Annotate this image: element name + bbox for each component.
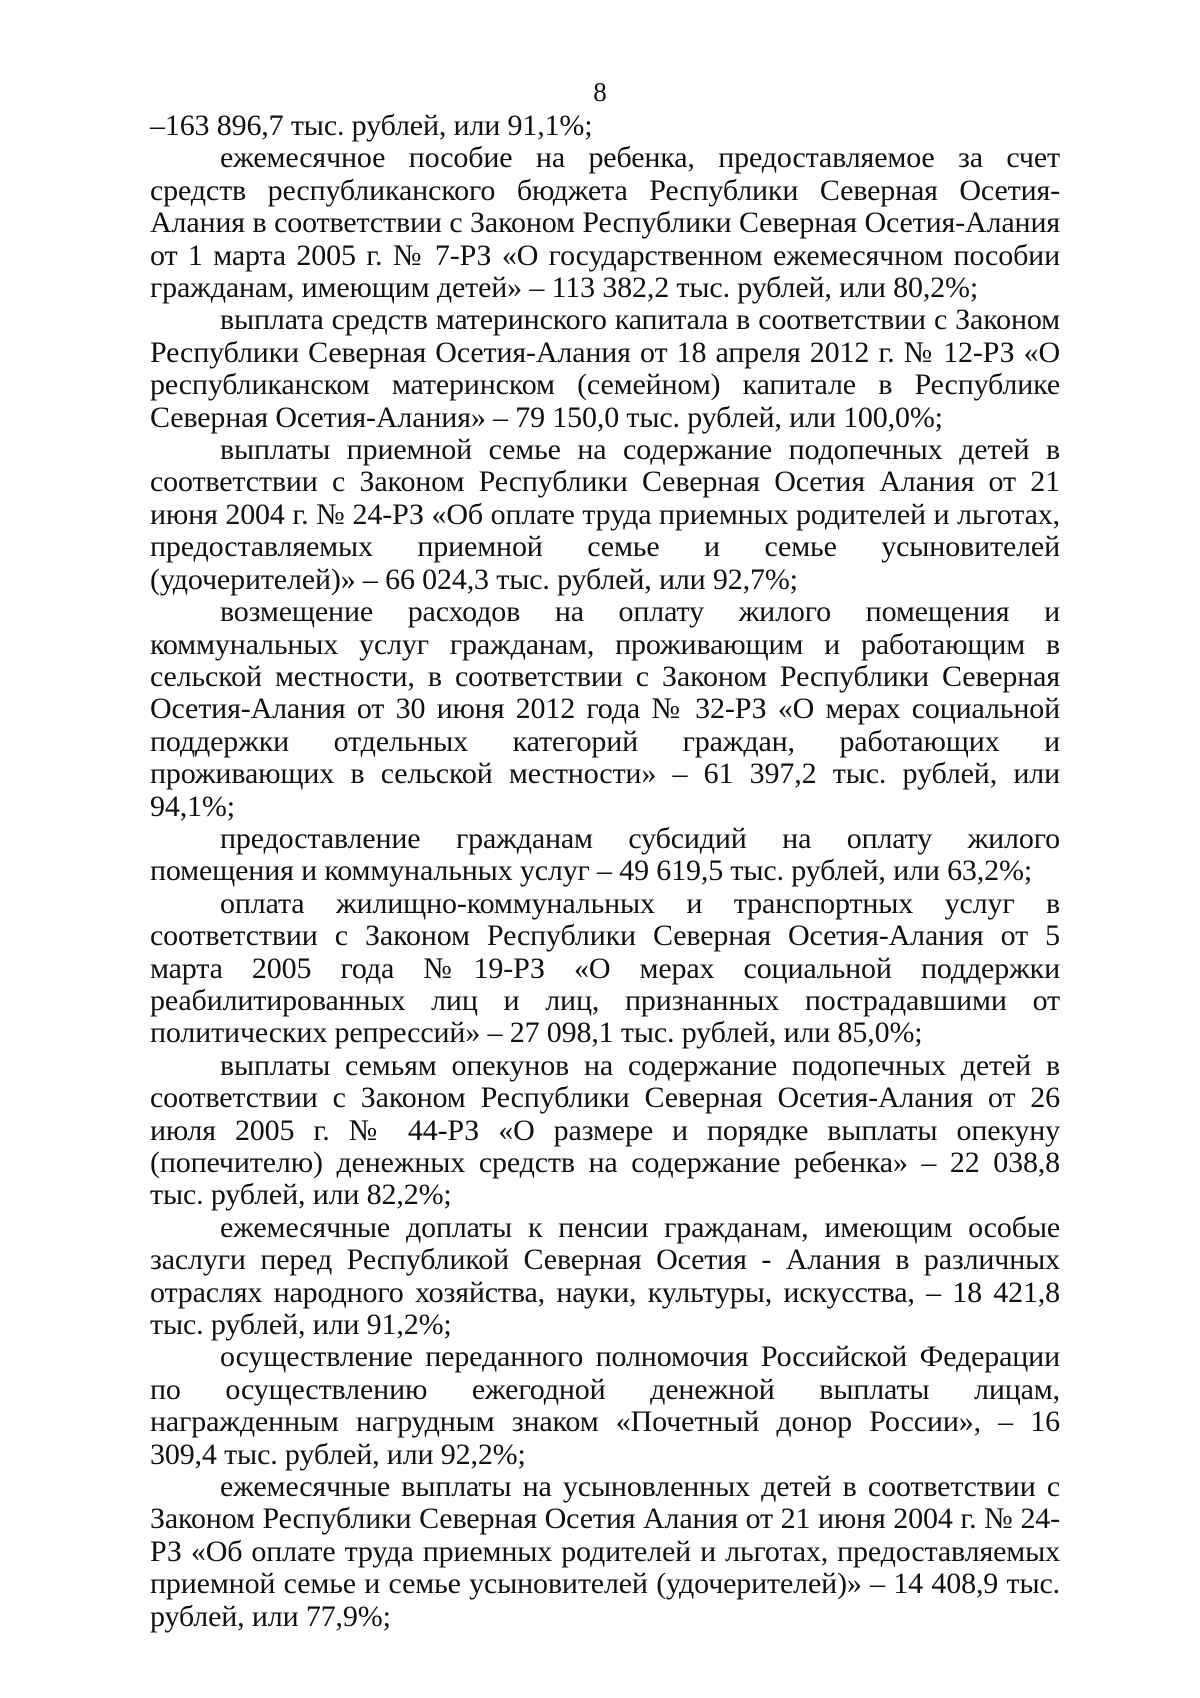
paragraph-9: ежемесячные доплаты к пенсии гражданам, имеющим особые заслуги перед Республикой Северная Осетия - Алания в различных отраслях народного хозяйства, науки, культуры, искусства, – 18 421,8 тыс. рублей, или 91,2%;	[150, 1210, 1060, 1342]
paragraph-3: выплата средств материнского капитала в соответствии с Законом Республики Северная Осетия-Алания от 18 апреля 2012 г. № 12-РЗ «О республиканском материнском (семейном) капитале в Республике Северная Осетия-Алания» – 79 150,0 тыс. рублей, или 100,0%;	[150, 303, 1060, 434]
paragraph-4: выплаты приемной семье на содержание подопечных детей в соответствии с Законом Республики Северная Осетия Алания от 21 июня 2004 г. № 24-РЗ «Об оплате труда приемных родителей и льготах, предоставляемых приемной семье и семье усыновителей (удочерителей)» – 66 024,3 тыс. рублей, или 92,7%;	[150, 433, 1060, 596]
paragraph-10: осуществление переданного полномочия Российской Федерации по осуществлению ежегодной денежной выплаты лицам, награжденным нагрудным знаком «Почетный донор России», – 16 309,4 тыс. рублей, или 92,2%;	[150, 1340, 1060, 1471]
paragraph-8: выплаты семьям опекунов на содержание подопечных детей в соответствии с Законом Республики Северная Осетия-Алания от 26 июля 2005 г. № 44-РЗ «О размере и порядке выплаты опекуну (попечителю) денежных средств на содержание ребенка» – 22 038,8 тыс. рублей, или 82,2%;	[150, 1048, 1060, 1212]
paragraph-7: оплата жилищно-коммунальных и транспортных услуг в соответствии с Законом Республики Северная Осетия-Алания от 5 марта 2005 года №19-РЗ «О мерах социальной поддержки реабилитированных лиц и лиц, признанных пострадавшими от политических репрессий» – 27 098,1 тыс. рублей, или 85,0%;	[150, 886, 1060, 1050]
paragraph-6: предоставление гражданам субсидий на оплату жилого помещения и коммунальных услуг – 49 619,5 тыс. рублей, или 63,2%;	[150, 821, 1060, 888]
paragraph-11: ежемесячные выплаты на усыновленных детей в соответствии с Законом Республики Северная Осетия Алания от 21 июня 2004 г. № 24-РЗ «Об оплате труда приемных родителей и льготах, предоставляемых приемной семье и семье усыновителей (удочерителей)» – 14 408,9 тыс. рублей, или 77,9%;	[150, 1470, 1060, 1633]
paragraph-2: ежемесячное пособие на ребенка, предоставляемое за счет средств республиканского бюджета Республики Северная Осетия-Алания в соответствии с Законом Республики Северная Осетия-Алания от 1 марта 2005 г. № 7-РЗ «О государственном ежемесячном пособии гражданам, имеющим детей» – 113 382,2 тыс. рублей, или 80,2%;	[150, 141, 1060, 305]
page-number: 8	[593, 77, 607, 107]
paragraph-1: –163 896,7 тыс. рублей, или 91,1%;	[150, 109, 593, 142]
document-body	[150, 110, 1060, 1633]
paragraph-5: возмещение расходов на оплату жилого помещения и коммунальных услуг гражданам, проживающим и работающим в сельской местности, в соответствии с Законом Республики Северная Осетия-Алания от 30 июня 2012 года № 32-РЗ «О мерах социальной поддержки отдельных категорий граждан, работающих и проживающих в сельской местности» – 61 397,2 тыс. рублей, или 94,1%;	[150, 595, 1060, 823]
